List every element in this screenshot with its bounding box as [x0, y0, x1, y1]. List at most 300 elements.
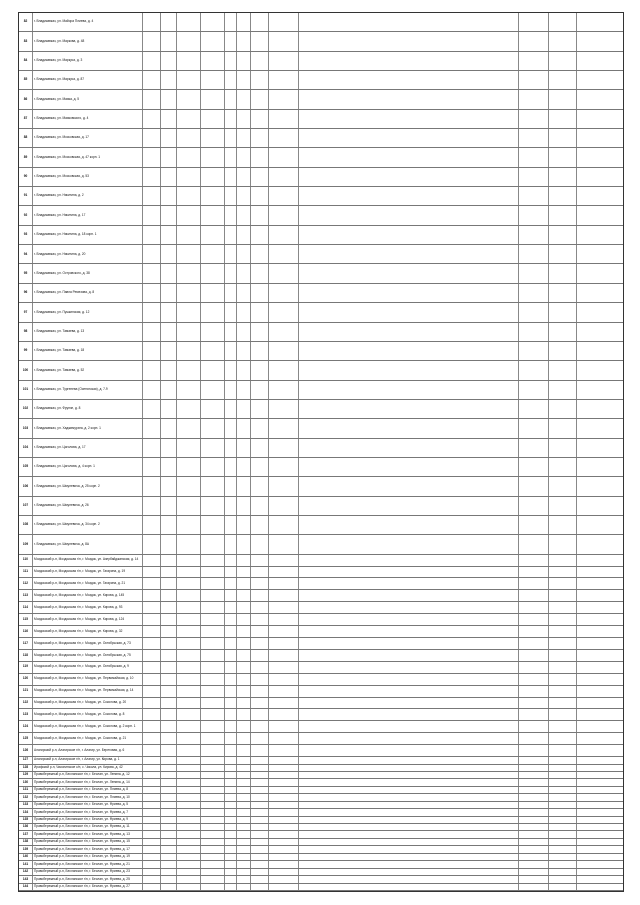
cell-y1	[519, 831, 549, 837]
cell-cost	[577, 686, 623, 697]
cell-sq	[269, 869, 299, 875]
cell-num: 92	[19, 206, 33, 224]
cell-en	[237, 477, 251, 495]
cell-y1	[519, 381, 549, 399]
cell-en	[237, 809, 251, 815]
table-row	[19, 187, 623, 206]
cell-sq	[269, 245, 299, 263]
cell-year	[161, 187, 177, 205]
cell-la	[201, 686, 225, 697]
cell-y2	[549, 32, 577, 50]
cell-cost	[577, 590, 623, 601]
cell-y1	[519, 772, 549, 778]
cell-ta	[177, 765, 201, 771]
cell-area	[143, 846, 161, 852]
cell-y2	[549, 567, 577, 578]
cell-area	[143, 824, 161, 830]
cell-addr: г. Владикавказ, ул. Маяковского, д. 4	[33, 110, 143, 128]
cell-cost	[577, 129, 623, 147]
table-row	[19, 381, 623, 400]
cell-ta	[177, 206, 201, 224]
cell-y1	[519, 110, 549, 128]
cell-year	[161, 497, 177, 515]
cell-y1	[519, 168, 549, 186]
cell-y2	[549, 110, 577, 128]
cell-area	[143, 674, 161, 685]
cell-work	[299, 168, 519, 186]
table-row	[19, 876, 623, 883]
cell-work	[299, 71, 519, 89]
cell-fl	[225, 831, 237, 837]
cell-res	[251, 439, 269, 457]
cell-cost	[577, 876, 623, 882]
cell-y2	[549, 535, 577, 553]
cell-fl	[225, 884, 237, 890]
cell-area	[143, 884, 161, 890]
cell-fl	[225, 578, 237, 589]
cell-area	[143, 745, 161, 756]
cell-sq	[269, 439, 299, 457]
cell-y2	[549, 674, 577, 685]
cell-ta	[177, 824, 201, 830]
cell-y1	[519, 567, 549, 578]
cell-year	[161, 614, 177, 625]
cell-la	[201, 187, 225, 205]
cell-sq	[269, 638, 299, 649]
cell-addr: Моздокский р-н, Моздокская г/п, г. Моздок, ул. Соколова, д. 20	[33, 698, 143, 709]
cell-addr: Моздокский р-н, Моздокская г/п, г. Моздок, ул. Соколова, д. 2 корп. 1	[33, 721, 143, 732]
cell-y1	[519, 638, 549, 649]
cell-fl	[225, 110, 237, 128]
cell-sq	[269, 861, 299, 867]
cell-ta	[177, 567, 201, 578]
cell-year	[161, 13, 177, 31]
cell-la	[201, 721, 225, 732]
cell-y1	[519, 129, 549, 147]
cell-sq	[269, 52, 299, 70]
cell-work	[299, 129, 519, 147]
table-row	[19, 361, 623, 380]
cell-num: 136	[19, 824, 33, 830]
cell-cost	[577, 264, 623, 282]
cell-y2	[549, 206, 577, 224]
cell-ta	[177, 662, 201, 673]
cell-cost	[577, 555, 623, 566]
cell-year	[161, 264, 177, 282]
cell-sq	[269, 772, 299, 778]
cell-res	[251, 323, 269, 341]
cell-y2	[549, 854, 577, 860]
cell-area	[143, 831, 161, 837]
cell-sq	[269, 148, 299, 166]
cell-work	[299, 555, 519, 566]
cell-num: 143	[19, 876, 33, 882]
cell-num: 120	[19, 674, 33, 685]
cell-work	[299, 686, 519, 697]
table-row	[19, 674, 623, 686]
cell-en	[237, 638, 251, 649]
cell-fl	[225, 555, 237, 566]
cell-fl	[225, 535, 237, 553]
cell-area	[143, 839, 161, 845]
cell-cost	[577, 721, 623, 732]
cell-ta	[177, 638, 201, 649]
cell-year	[161, 555, 177, 566]
cell-cost	[577, 32, 623, 50]
cell-y1	[519, 861, 549, 867]
cell-y1	[519, 839, 549, 845]
cell-year	[161, 802, 177, 808]
cell-la	[201, 458, 225, 476]
cell-y1	[519, 342, 549, 360]
cell-ta	[177, 323, 201, 341]
cell-area	[143, 802, 161, 808]
cell-en	[237, 497, 251, 515]
cell-en	[237, 90, 251, 108]
table-row	[19, 787, 623, 794]
cell-ta	[177, 709, 201, 720]
cell-y1	[519, 824, 549, 830]
cell-year	[161, 458, 177, 476]
cell-sq	[269, 854, 299, 860]
cell-area	[143, 861, 161, 867]
cell-fl	[225, 779, 237, 785]
cell-en	[237, 876, 251, 882]
cell-res	[251, 342, 269, 360]
cell-year	[161, 831, 177, 837]
cell-ta	[177, 626, 201, 637]
cell-area	[143, 854, 161, 860]
cell-res	[251, 721, 269, 732]
cell-y1	[519, 71, 549, 89]
cell-sq	[269, 110, 299, 128]
cell-la	[201, 650, 225, 661]
cell-cost	[577, 361, 623, 379]
cell-y2	[549, 13, 577, 31]
cell-en	[237, 831, 251, 837]
cell-work	[299, 861, 519, 867]
table-row	[19, 614, 623, 626]
cell-y2	[549, 824, 577, 830]
cell-y1	[519, 13, 549, 31]
cell-en	[237, 52, 251, 70]
cell-work	[299, 13, 519, 31]
cell-ta	[177, 245, 201, 263]
cell-work	[299, 148, 519, 166]
cell-y1	[519, 303, 549, 321]
cell-sq	[269, 264, 299, 282]
cell-addr: Правобережный р-н, Бесланское г/п, г. Беслан, ул. Фриева, д. 5	[33, 802, 143, 808]
cell-sq	[269, 187, 299, 205]
cell-res	[251, 303, 269, 321]
cell-cost	[577, 831, 623, 837]
cell-area	[143, 477, 161, 495]
cell-la	[201, 698, 225, 709]
cell-cost	[577, 809, 623, 815]
cell-area	[143, 809, 161, 815]
cell-y1	[519, 400, 549, 418]
cell-cost	[577, 323, 623, 341]
cell-y2	[549, 787, 577, 793]
cell-cost	[577, 578, 623, 589]
cell-res	[251, 13, 269, 31]
cell-y1	[519, 458, 549, 476]
cell-y2	[549, 303, 577, 321]
cell-num: 95	[19, 264, 33, 282]
cell-year	[161, 869, 177, 875]
cell-sq	[269, 381, 299, 399]
cell-cost	[577, 779, 623, 785]
cell-year	[161, 884, 177, 890]
cell-la	[201, 206, 225, 224]
cell-res	[251, 626, 269, 637]
table-row	[19, 602, 623, 614]
cell-fl	[225, 662, 237, 673]
cell-addr: Моздокский р-н, Моздокская г/п, г. Моздок, ул. Кирова, д. 93	[33, 602, 143, 613]
cell-res	[251, 757, 269, 763]
table-row	[19, 650, 623, 662]
cell-la	[201, 869, 225, 875]
cell-fl	[225, 626, 237, 637]
cell-sq	[269, 71, 299, 89]
cell-la	[201, 757, 225, 763]
cell-addr: г. Владикавказ, ул. Никитина, д. 20	[33, 245, 143, 263]
cell-ta	[177, 831, 201, 837]
cell-ta	[177, 854, 201, 860]
cell-work	[299, 698, 519, 709]
cell-y2	[549, 809, 577, 815]
cell-y2	[549, 381, 577, 399]
cell-res	[251, 71, 269, 89]
cell-en	[237, 206, 251, 224]
cell-ta	[177, 779, 201, 785]
cell-work	[299, 206, 519, 224]
cell-res	[251, 787, 269, 793]
cell-en	[237, 602, 251, 613]
cell-num: 134	[19, 809, 33, 815]
cell-la	[201, 110, 225, 128]
table-row	[19, 52, 623, 71]
cell-y1	[519, 674, 549, 685]
cell-cost	[577, 439, 623, 457]
cell-num: 102	[19, 400, 33, 418]
cell-ta	[177, 148, 201, 166]
cell-cost	[577, 245, 623, 263]
cell-sq	[269, 90, 299, 108]
cell-area	[143, 765, 161, 771]
cell-area	[143, 794, 161, 800]
cell-y2	[549, 614, 577, 625]
cell-res	[251, 187, 269, 205]
cell-la	[201, 884, 225, 890]
cell-res	[251, 794, 269, 800]
cell-la	[201, 854, 225, 860]
cell-ta	[177, 400, 201, 418]
cell-cost	[577, 733, 623, 744]
cell-area	[143, 148, 161, 166]
cell-ta	[177, 733, 201, 744]
cell-y1	[519, 721, 549, 732]
cell-work	[299, 854, 519, 860]
table-row	[19, 869, 623, 876]
cell-la	[201, 303, 225, 321]
cell-work	[299, 869, 519, 875]
cell-ta	[177, 90, 201, 108]
cell-work	[299, 839, 519, 845]
cell-area	[143, 303, 161, 321]
table-row	[19, 779, 623, 786]
table-row	[19, 13, 623, 32]
cell-fl	[225, 861, 237, 867]
cell-addr: Правобережный р-н, Бесланское г/п, г. Беслан, ул. Фриева, д. 9	[33, 817, 143, 823]
cell-work	[299, 802, 519, 808]
cell-res	[251, 32, 269, 50]
cell-year	[161, 477, 177, 495]
cell-addr: Моздокский р-н, Моздокская г/п, г. Моздок, ул. Гагарина, д. 21	[33, 578, 143, 589]
cell-ta	[177, 361, 201, 379]
cell-area	[143, 602, 161, 613]
cell-res	[251, 674, 269, 685]
cell-fl	[225, 686, 237, 697]
cell-fl	[225, 787, 237, 793]
cell-res	[251, 602, 269, 613]
cell-en	[237, 824, 251, 830]
cell-year	[161, 779, 177, 785]
cell-en	[237, 614, 251, 625]
cell-y1	[519, 757, 549, 763]
cell-area	[143, 323, 161, 341]
cell-year	[161, 824, 177, 830]
cell-y2	[549, 187, 577, 205]
cell-res	[251, 733, 269, 744]
cell-area	[143, 168, 161, 186]
cell-cost	[577, 381, 623, 399]
cell-work	[299, 400, 519, 418]
cell-ta	[177, 71, 201, 89]
cell-ta	[177, 381, 201, 399]
table-row	[19, 757, 623, 764]
cell-y2	[549, 590, 577, 601]
table-row	[19, 638, 623, 650]
table-row	[19, 578, 623, 590]
cell-res	[251, 779, 269, 785]
cell-sq	[269, 779, 299, 785]
cell-y2	[549, 419, 577, 437]
cell-work	[299, 226, 519, 244]
cell-res	[251, 709, 269, 720]
cell-sq	[269, 13, 299, 31]
cell-y1	[519, 662, 549, 673]
cell-res	[251, 458, 269, 476]
cell-addr: Моздокский р-н, Моздокская г/п, г. Моздок, ул. Соколова, д. 21	[33, 733, 143, 744]
cell-addr: Моздокский р-н, Моздокская г/п, г. Моздок, ул. Первомайская, д. 10	[33, 674, 143, 685]
cell-num: 83	[19, 32, 33, 50]
cell-addr: Алагирский р-н, Алагирское г/п, г. Алагир, ул. Береговая, д. 6	[33, 745, 143, 756]
cell-y1	[519, 226, 549, 244]
cell-year	[161, 674, 177, 685]
cell-addr: Правобережный р-н, Бесланское г/п, г. Беслан, ул. Фриева, д. 21	[33, 861, 143, 867]
cell-year	[161, 626, 177, 637]
cell-y2	[549, 846, 577, 852]
cell-ta	[177, 497, 201, 515]
cell-en	[237, 854, 251, 860]
table-row	[19, 323, 623, 342]
cell-year	[161, 602, 177, 613]
cell-fl	[225, 757, 237, 763]
cell-num: 144	[19, 884, 33, 890]
cell-work	[299, 794, 519, 800]
cell-la	[201, 52, 225, 70]
cell-addr: г. Владикавказ, ул. Никитина, д. 2	[33, 187, 143, 205]
table-row	[19, 303, 623, 322]
cell-work	[299, 245, 519, 263]
cell-year	[161, 361, 177, 379]
cell-addr: Правобережный р-н, Бесланское г/п, г. Беслан, ул. Плиева, д. 10	[33, 794, 143, 800]
cell-sq	[269, 458, 299, 476]
cell-y2	[549, 602, 577, 613]
cell-cost	[577, 839, 623, 845]
cell-en	[237, 757, 251, 763]
cell-addr: г. Владикавказ, ул. Островского, д. 38	[33, 264, 143, 282]
table-row	[19, 264, 623, 283]
cell-ta	[177, 869, 201, 875]
cell-area	[143, 129, 161, 147]
cell-la	[201, 794, 225, 800]
cell-num: 117	[19, 638, 33, 649]
cell-fl	[225, 342, 237, 360]
cell-la	[201, 13, 225, 31]
cell-ta	[177, 772, 201, 778]
cell-area	[143, 787, 161, 793]
cell-work	[299, 602, 519, 613]
cell-res	[251, 361, 269, 379]
cell-work	[299, 817, 519, 823]
cell-res	[251, 497, 269, 515]
table-row	[19, 802, 623, 809]
cell-work	[299, 497, 519, 515]
cell-num: 100	[19, 361, 33, 379]
cell-sq	[269, 535, 299, 553]
cell-sq	[269, 824, 299, 830]
cell-year	[161, 32, 177, 50]
cell-area	[143, 516, 161, 534]
table-row	[19, 419, 623, 438]
cell-y2	[549, 129, 577, 147]
cell-work	[299, 809, 519, 815]
cell-sq	[269, 757, 299, 763]
cell-year	[161, 90, 177, 108]
cell-y2	[549, 698, 577, 709]
cell-cost	[577, 709, 623, 720]
cell-fl	[225, 802, 237, 808]
cell-area	[143, 733, 161, 744]
cell-y1	[519, 817, 549, 823]
cell-ta	[177, 802, 201, 808]
table-row	[19, 590, 623, 602]
cell-sq	[269, 342, 299, 360]
cell-y2	[549, 709, 577, 720]
cell-fl	[225, 602, 237, 613]
cell-year	[161, 839, 177, 845]
cell-num: 86	[19, 90, 33, 108]
cell-sq	[269, 721, 299, 732]
table-row	[19, 861, 623, 868]
cell-year	[161, 381, 177, 399]
cell-y2	[549, 861, 577, 867]
cell-fl	[225, 187, 237, 205]
cell-ta	[177, 110, 201, 128]
cell-en	[237, 264, 251, 282]
